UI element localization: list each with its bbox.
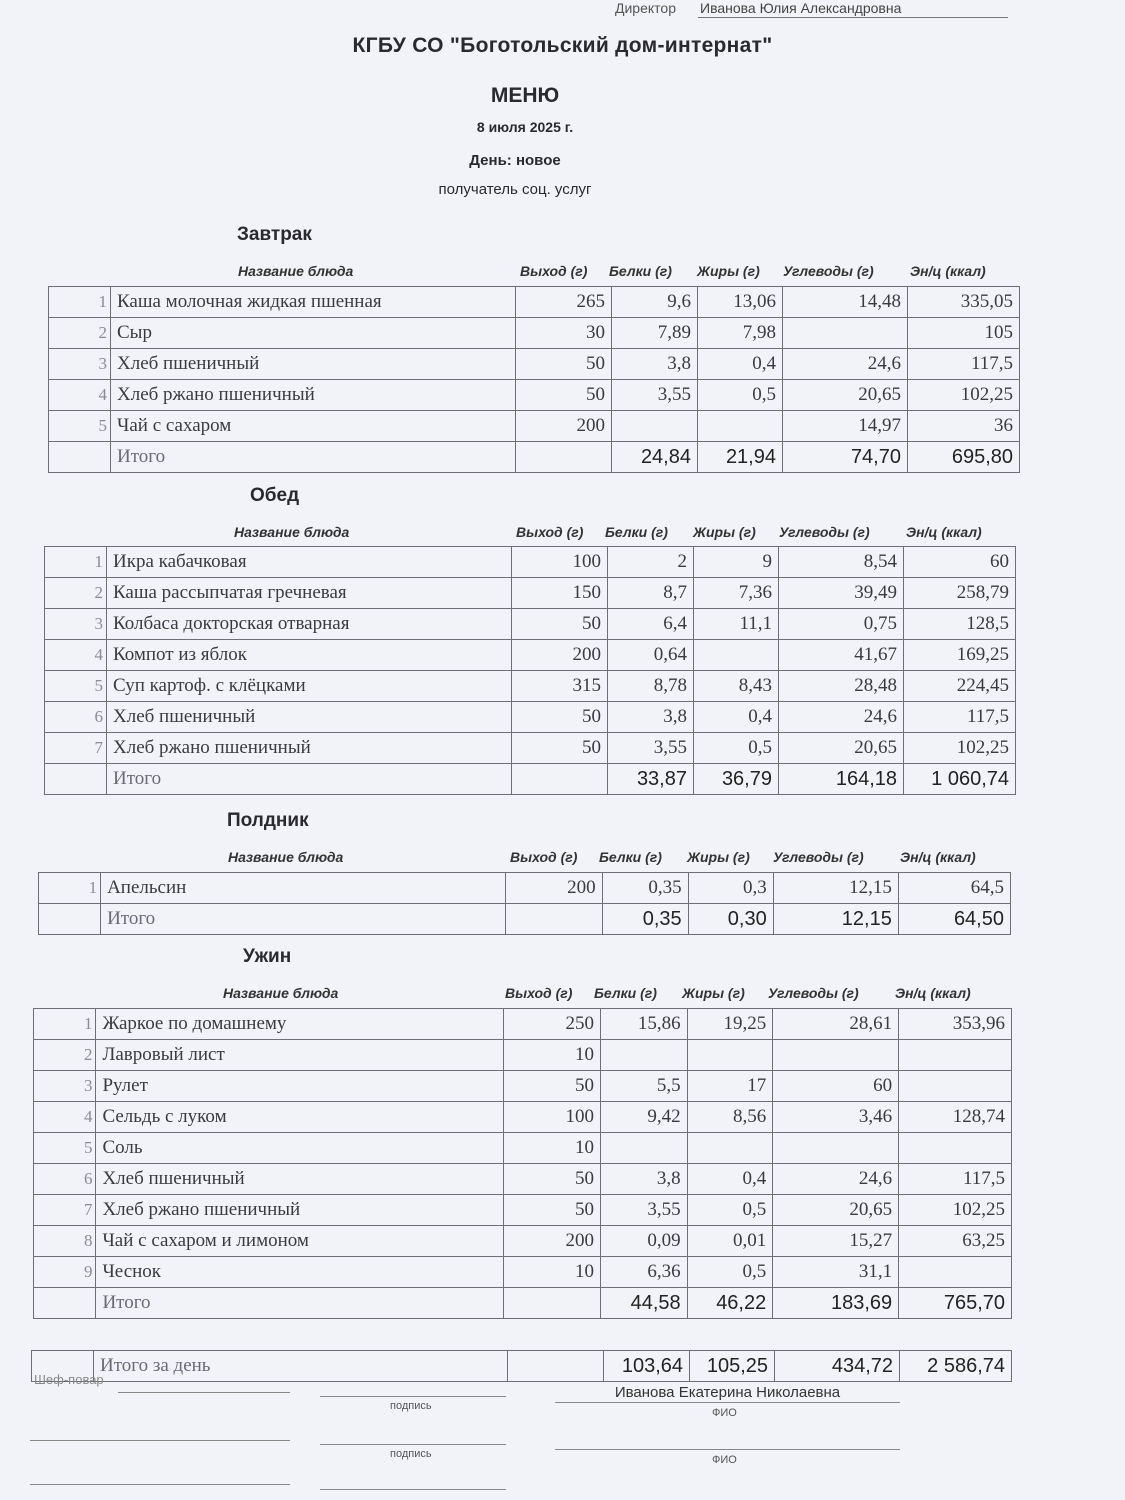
cell-yield: 10 bbox=[504, 1257, 601, 1288]
menu-table bbox=[44, 546, 1016, 795]
total-empty bbox=[506, 904, 602, 935]
cell-name: Чай с сахаром bbox=[111, 411, 516, 442]
cell-energy: 36 bbox=[908, 411, 1020, 442]
total-fat: 0,30 bbox=[688, 904, 773, 935]
cell-protein: 7,89 bbox=[612, 318, 698, 349]
cell-n: 4 bbox=[49, 380, 111, 411]
menu-table bbox=[38, 872, 1011, 935]
column-header-protein: Белки (г) bbox=[605, 524, 668, 540]
director-signature-line bbox=[698, 17, 1008, 18]
cell-fat bbox=[687, 1040, 773, 1071]
column-header-yield: Выход (г) bbox=[505, 985, 573, 1001]
total-energy: 695,80 bbox=[908, 442, 1020, 473]
column-header-fat: Жиры (г) bbox=[682, 985, 745, 1001]
total-row bbox=[39, 904, 1011, 935]
cell-n: 3 bbox=[49, 349, 111, 380]
cell-carbs: 39,49 bbox=[779, 578, 904, 609]
cell-name: Сыр bbox=[111, 318, 516, 349]
section-title: Ужин bbox=[243, 946, 292, 967]
cell-energy: 258,79 bbox=[904, 578, 1016, 609]
section-title: Обед bbox=[250, 485, 300, 506]
cell-protein: 3,55 bbox=[608, 733, 694, 764]
table-row bbox=[34, 1102, 1012, 1133]
cell-protein: 9,42 bbox=[601, 1102, 688, 1133]
recipient-label: получатель соц. услуг bbox=[438, 181, 592, 198]
cell-protein: 6,4 bbox=[608, 609, 694, 640]
cell-protein: 8,7 bbox=[608, 578, 694, 609]
cell-fat: 19,25 bbox=[687, 1009, 773, 1040]
cell-name: Рулет bbox=[96, 1071, 504, 1102]
day-total-carbs: 434,72 bbox=[775, 1351, 900, 1382]
cell-energy bbox=[899, 1071, 1012, 1102]
cell-carbs: 31,1 bbox=[773, 1257, 899, 1288]
sign-label-1: подпись bbox=[390, 1400, 432, 1412]
cell-n: 2 bbox=[34, 1040, 96, 1071]
table-row bbox=[34, 1009, 1012, 1040]
cell-fat: 8,43 bbox=[694, 671, 779, 702]
total-label: Итого bbox=[101, 904, 506, 935]
table-row bbox=[34, 1226, 1012, 1257]
cell-protein: 0,64 bbox=[608, 640, 694, 671]
cell-carbs: 15,27 bbox=[773, 1226, 899, 1257]
cell-fat: 8,56 bbox=[687, 1102, 773, 1133]
cell-n: 4 bbox=[45, 640, 107, 671]
chef-line-3 bbox=[30, 1484, 290, 1485]
cell-n: 1 bbox=[34, 1009, 96, 1040]
cell-name: Компот из яблок bbox=[107, 640, 512, 671]
cell-n: 7 bbox=[45, 733, 107, 764]
cell-n: 3 bbox=[45, 609, 107, 640]
cell-protein: 3,55 bbox=[612, 380, 698, 411]
column-header-yield: Выход (г) bbox=[516, 524, 584, 540]
day-total-table bbox=[31, 1350, 1012, 1382]
cell-yield: 200 bbox=[506, 873, 602, 904]
cell-name: Жаркое по домашнему bbox=[96, 1009, 504, 1040]
cell-fat: 7,98 bbox=[698, 318, 783, 349]
cell-carbs bbox=[783, 318, 908, 349]
cell-n: 1 bbox=[39, 873, 101, 904]
fio-label-1: ФИО bbox=[712, 1407, 737, 1419]
cell-n: 1 bbox=[45, 547, 107, 578]
total-fat: 36,79 bbox=[694, 764, 779, 795]
table-row bbox=[49, 287, 1020, 318]
cell-carbs: 20,65 bbox=[783, 380, 908, 411]
cell-fat: 11,1 bbox=[694, 609, 779, 640]
cell-name: Хлеб пшеничный bbox=[111, 349, 516, 380]
cell-fat: 0,5 bbox=[698, 380, 783, 411]
cell-yield: 265 bbox=[516, 287, 612, 318]
chef-line-1 bbox=[118, 1392, 290, 1393]
total-fat: 46,22 bbox=[687, 1288, 773, 1319]
cell-name: Апельсин bbox=[101, 873, 506, 904]
chef-name: Иванова Екатерина Николаевна bbox=[614, 1384, 841, 1401]
total-empty bbox=[34, 1288, 96, 1319]
total-energy: 64,50 bbox=[898, 904, 1010, 935]
cell-name: Колбаса докторская отварная bbox=[107, 609, 512, 640]
total-carbs: 164,18 bbox=[779, 764, 904, 795]
cell-yield: 250 bbox=[504, 1009, 601, 1040]
day-total-protein: 103,64 bbox=[604, 1351, 690, 1382]
cell-protein: 3,8 bbox=[612, 349, 698, 380]
column-header-fat: Жиры (г) bbox=[697, 263, 760, 279]
cell-name: Каша молочная жидкая пшенная bbox=[111, 287, 516, 318]
cell-name: Хлеб пшеничный bbox=[107, 702, 512, 733]
cell-carbs: 24,6 bbox=[783, 349, 908, 380]
cell-yield: 50 bbox=[512, 609, 608, 640]
cell-name: Каша рассыпчатая гречневая bbox=[107, 578, 512, 609]
cell-name: Соль bbox=[96, 1133, 504, 1164]
cell-energy: 102,25 bbox=[908, 380, 1020, 411]
cell-fat: 7,36 bbox=[694, 578, 779, 609]
cell-n: 4 bbox=[34, 1102, 96, 1133]
cell-fat: 0,5 bbox=[687, 1257, 773, 1288]
cell-fat: 17 bbox=[687, 1071, 773, 1102]
cell-carbs bbox=[773, 1040, 899, 1071]
total-label: Итого bbox=[96, 1288, 504, 1319]
column-header-energy: Эн/ц (ккал) bbox=[906, 524, 982, 540]
sign-line-3 bbox=[320, 1489, 506, 1490]
cell-protein: 0,09 bbox=[601, 1226, 688, 1257]
total-empty bbox=[45, 764, 107, 795]
total-carbs: 74,70 bbox=[783, 442, 908, 473]
table-row bbox=[34, 1257, 1012, 1288]
cell-name: Хлеб пшеничный bbox=[96, 1164, 504, 1195]
cell-yield: 100 bbox=[512, 547, 608, 578]
table-row bbox=[34, 1133, 1012, 1164]
table-row bbox=[45, 702, 1016, 733]
fio-line-2 bbox=[555, 1449, 900, 1450]
cell-yield: 50 bbox=[516, 349, 612, 380]
cell-yield: 30 bbox=[516, 318, 612, 349]
day-total-energy: 2 586,74 bbox=[900, 1351, 1012, 1382]
day-total-row bbox=[32, 1351, 1012, 1382]
cell-name: Хлеб ржано пшеничный bbox=[107, 733, 512, 764]
director-label: Директор bbox=[615, 0, 676, 16]
cell-n: 5 bbox=[49, 411, 111, 442]
total-row bbox=[34, 1288, 1012, 1319]
cell-name: Сельдь с луком bbox=[96, 1102, 504, 1133]
cell-fat: 0,01 bbox=[687, 1226, 773, 1257]
cell-fat: 0,4 bbox=[694, 702, 779, 733]
chef-line-2 bbox=[30, 1440, 290, 1441]
column-header-name: Название блюда bbox=[234, 524, 350, 540]
total-empty bbox=[49, 442, 111, 473]
cell-fat bbox=[687, 1133, 773, 1164]
cell-protein: 3,8 bbox=[601, 1164, 688, 1195]
cell-fat: 0,5 bbox=[687, 1195, 773, 1226]
cell-yield: 315 bbox=[512, 671, 608, 702]
column-header-carbs: Углеводы (г) bbox=[768, 985, 859, 1001]
cell-yield: 50 bbox=[512, 733, 608, 764]
cell-n: 7 bbox=[34, 1195, 96, 1226]
table-row bbox=[34, 1040, 1012, 1071]
cell-protein bbox=[601, 1133, 688, 1164]
cell-protein: 5,5 bbox=[601, 1071, 688, 1102]
total-empty bbox=[512, 764, 608, 795]
cell-fat: 0,3 bbox=[688, 873, 773, 904]
chef-label: Шеф-повар bbox=[34, 1372, 104, 1387]
cell-name: Хлеб ржано пшеничный bbox=[111, 380, 516, 411]
cell-energy bbox=[899, 1133, 1012, 1164]
cell-energy: 105 bbox=[908, 318, 1020, 349]
cell-yield: 150 bbox=[512, 578, 608, 609]
fio-label-2: ФИО bbox=[712, 1454, 737, 1466]
cell-n: 6 bbox=[34, 1164, 96, 1195]
cell-energy: 224,45 bbox=[904, 671, 1016, 702]
cell-energy: 60 bbox=[904, 547, 1016, 578]
day-total-fat: 105,25 bbox=[690, 1351, 775, 1382]
section-title: Завтрак bbox=[237, 224, 312, 245]
cell-name: Чеснок bbox=[96, 1257, 504, 1288]
total-label: Итого bbox=[111, 442, 516, 473]
cell-yield: 50 bbox=[504, 1071, 601, 1102]
table-row bbox=[45, 578, 1016, 609]
menu-table bbox=[33, 1008, 1012, 1319]
sign-line-1 bbox=[320, 1396, 506, 1397]
cell-carbs: 8,54 bbox=[779, 547, 904, 578]
cell-fat bbox=[698, 411, 783, 442]
cell-yield: 100 bbox=[504, 1102, 601, 1133]
cell-n: 5 bbox=[34, 1133, 96, 1164]
cell-n: 6 bbox=[45, 702, 107, 733]
table-row bbox=[49, 318, 1020, 349]
column-header-yield: Выход (г) bbox=[510, 849, 578, 865]
cell-carbs: 24,6 bbox=[773, 1164, 899, 1195]
table-row bbox=[49, 380, 1020, 411]
table-row bbox=[39, 873, 1011, 904]
cell-protein bbox=[612, 411, 698, 442]
cell-fat: 0,4 bbox=[698, 349, 783, 380]
cell-carbs: 14,48 bbox=[783, 287, 908, 318]
cell-energy: 353,96 bbox=[899, 1009, 1012, 1040]
cell-protein: 3,55 bbox=[601, 1195, 688, 1226]
column-header-energy: Эн/ц (ккал) bbox=[910, 263, 986, 279]
total-protein: 0,35 bbox=[602, 904, 688, 935]
cell-energy: 117,5 bbox=[908, 349, 1020, 380]
menu-table bbox=[48, 286, 1020, 473]
cell-carbs: 20,65 bbox=[773, 1195, 899, 1226]
cell-yield: 200 bbox=[512, 640, 608, 671]
day-total-yield bbox=[508, 1351, 604, 1382]
table-row bbox=[45, 733, 1016, 764]
table-row bbox=[45, 547, 1016, 578]
column-header-protein: Белки (г) bbox=[594, 985, 657, 1001]
cell-n: 2 bbox=[45, 578, 107, 609]
cell-carbs: 12,15 bbox=[773, 873, 898, 904]
total-row bbox=[49, 442, 1020, 473]
cell-fat: 0,4 bbox=[687, 1164, 773, 1195]
table-row bbox=[45, 671, 1016, 702]
cell-n: 9 bbox=[34, 1257, 96, 1288]
cell-n: 2 bbox=[49, 318, 111, 349]
cell-protein: 9,6 bbox=[612, 287, 698, 318]
table-row bbox=[49, 411, 1020, 442]
column-header-name: Название блюда bbox=[223, 985, 339, 1001]
sign-label-2: подпись bbox=[390, 1448, 432, 1460]
fio-line-1 bbox=[555, 1402, 900, 1403]
table-row bbox=[34, 1195, 1012, 1226]
total-energy: 1 060,74 bbox=[904, 764, 1016, 795]
column-header-carbs: Углеводы (г) bbox=[773, 849, 864, 865]
cell-energy: 169,25 bbox=[904, 640, 1016, 671]
cell-protein: 0,35 bbox=[602, 873, 688, 904]
column-header-fat: Жиры (г) bbox=[687, 849, 750, 865]
total-empty bbox=[39, 904, 101, 935]
cell-energy: 117,5 bbox=[899, 1164, 1012, 1195]
menu-date: 8 июля 2025 г. bbox=[476, 119, 574, 135]
cell-energy: 64,5 bbox=[898, 873, 1010, 904]
column-header-fat: Жиры (г) bbox=[693, 524, 756, 540]
day-total-label: Итого за день bbox=[94, 1351, 508, 1382]
total-energy: 765,70 bbox=[899, 1288, 1012, 1319]
cell-carbs: 60 bbox=[773, 1071, 899, 1102]
cell-n: 5 bbox=[45, 671, 107, 702]
cell-yield: 200 bbox=[504, 1226, 601, 1257]
cell-yield: 50 bbox=[504, 1195, 601, 1226]
cell-name: Хлеб ржано пшеничный bbox=[96, 1195, 504, 1226]
cell-fat: 13,06 bbox=[698, 287, 783, 318]
cell-energy: 128,74 bbox=[899, 1102, 1012, 1133]
cell-yield: 50 bbox=[516, 380, 612, 411]
cell-energy bbox=[899, 1257, 1012, 1288]
sign-line-2 bbox=[320, 1444, 506, 1445]
cell-energy: 128,5 bbox=[904, 609, 1016, 640]
total-label: Итого bbox=[107, 764, 512, 795]
cell-carbs: 28,48 bbox=[779, 671, 904, 702]
cell-carbs: 28,61 bbox=[773, 1009, 899, 1040]
cell-n: 1 bbox=[49, 287, 111, 318]
cell-name: Лавровый лист bbox=[96, 1040, 504, 1071]
column-header-energy: Эн/ц (ккал) bbox=[895, 985, 971, 1001]
cell-protein: 3,8 bbox=[608, 702, 694, 733]
director-name: Иванова Юлия Александровна bbox=[700, 0, 902, 16]
table-row bbox=[45, 609, 1016, 640]
table-row bbox=[34, 1071, 1012, 1102]
column-header-protein: Белки (г) bbox=[609, 263, 672, 279]
cell-name: Чай с сахаром и лимоном bbox=[96, 1226, 504, 1257]
column-header-name: Название блюда bbox=[238, 263, 354, 279]
table-row bbox=[34, 1164, 1012, 1195]
cell-fat bbox=[694, 640, 779, 671]
column-header-energy: Эн/ц (ккал) bbox=[900, 849, 976, 865]
cell-carbs: 3,46 bbox=[773, 1102, 899, 1133]
cell-fat: 9 bbox=[694, 547, 779, 578]
cell-yield: 50 bbox=[512, 702, 608, 733]
cell-energy: 335,05 bbox=[908, 287, 1020, 318]
cell-name: Икра кабачковая bbox=[107, 547, 512, 578]
total-empty bbox=[504, 1288, 601, 1319]
cell-carbs: 14,97 bbox=[783, 411, 908, 442]
column-header-carbs: Углеводы (г) bbox=[783, 263, 874, 279]
cell-energy: 117,5 bbox=[904, 702, 1016, 733]
cell-n: 8 bbox=[34, 1226, 96, 1257]
total-protein: 24,84 bbox=[612, 442, 698, 473]
cell-carbs: 41,67 bbox=[779, 640, 904, 671]
column-header-name: Название блюда bbox=[228, 849, 344, 865]
column-header-carbs: Углеводы (г) bbox=[779, 524, 870, 540]
cell-protein bbox=[601, 1040, 688, 1071]
cell-protein: 15,86 bbox=[601, 1009, 688, 1040]
total-protein: 33,87 bbox=[608, 764, 694, 795]
cell-carbs: 24,6 bbox=[779, 702, 904, 733]
column-header-yield: Выход (г) bbox=[520, 263, 588, 279]
section-title: Полдник bbox=[227, 810, 309, 831]
page-title: МЕНЮ bbox=[490, 84, 560, 107]
cell-energy: 63,25 bbox=[899, 1226, 1012, 1257]
cell-n: 3 bbox=[34, 1071, 96, 1102]
cell-yield: 50 bbox=[504, 1164, 601, 1195]
cell-protein: 6,36 bbox=[601, 1257, 688, 1288]
cell-energy: 102,25 bbox=[904, 733, 1016, 764]
menu-day: День: новое bbox=[469, 152, 561, 169]
cell-carbs: 20,65 bbox=[779, 733, 904, 764]
cell-fat: 0,5 bbox=[694, 733, 779, 764]
cell-carbs bbox=[773, 1133, 899, 1164]
total-empty bbox=[516, 442, 612, 473]
table-row bbox=[49, 349, 1020, 380]
total-protein: 44,58 bbox=[601, 1288, 688, 1319]
cell-name: Суп картоф. с клёцками bbox=[107, 671, 512, 702]
cell-carbs: 0,75 bbox=[779, 609, 904, 640]
table-row bbox=[45, 640, 1016, 671]
cell-yield: 10 bbox=[504, 1133, 601, 1164]
cell-protein: 8,78 bbox=[608, 671, 694, 702]
total-fat: 21,94 bbox=[698, 442, 783, 473]
cell-yield: 10 bbox=[504, 1040, 601, 1071]
cell-yield: 200 bbox=[516, 411, 612, 442]
organization-name: КГБУ СО "Боготольский дом-интернат" bbox=[352, 34, 773, 57]
total-carbs: 12,15 bbox=[773, 904, 898, 935]
total-row bbox=[45, 764, 1016, 795]
total-carbs: 183,69 bbox=[773, 1288, 899, 1319]
cell-energy: 102,25 bbox=[899, 1195, 1012, 1226]
cell-energy bbox=[899, 1040, 1012, 1071]
cell-protein: 2 bbox=[608, 547, 694, 578]
column-header-protein: Белки (г) bbox=[599, 849, 662, 865]
